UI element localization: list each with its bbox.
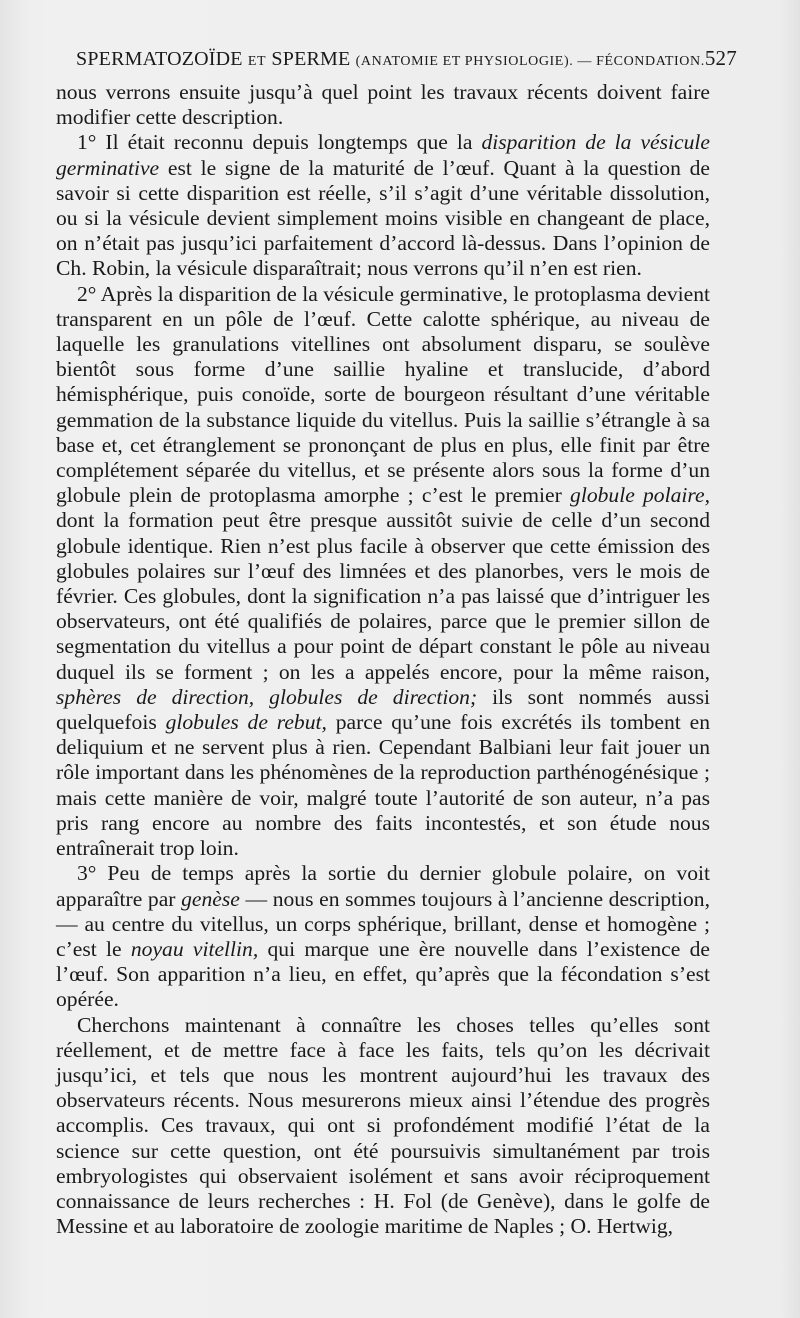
paragraph-0-text: nous verrons ensuite jusqu’à quel point les travaux récents doivent faire modifier cette description. [56,80,710,130]
paragraph-2-italic-1: globule polaire, [570,483,710,508]
paragraph-2-text-c: ils sont nommés aussi quelquefois [56,684,710,735]
body-text [56,80,710,1239]
paragraph-4-text: Cherchons maintenant à connaître les choses telles qu’elles sont réellement, et de mettre face à face les faits, tels qu’on les décrivait jusqu’ici, et tels que nous les montrent aujourd’hui les travaux des observateurs récents. Nous mesurerons mieux ainsi l’étendue des progrès accomplis. Ces travaux, qui ont si profondément modifié l’état de la science sur cette question, ont été poursuivis simultanément par trois embryologistes qui observaient isolément et sans avoir réciproquement connaissance de leurs recherches : H. Fol (de Genève), dans le golfe de Messine et au laboratoire de zoologie maritime de Naples ; O. Hertwig, [56,1012,710,1239]
page-number: 527 [704,46,737,70]
running-title [76,48,705,71]
paragraph-3-text-b: — nous en sommes toujours à l’ancienne description, — au centre du vitellus, un corps sphérique, brillant, dense et homogène ; c’est le [56,886,710,961]
paragraph-2-text-d: parce qu’une fois excrétés ils tombent en deliquium et ne servent plus à rien. Cependant Balbiani leur fait jouer un rôle important dans les phénomènes de la reproduction parthénogénésique ; mais cette manière de voir, malgré toute l’autorité de son auteur, n’a pas pris rang encore au nombre des faits incontestés, et son étude nous entraînerait trop loin. [56,710,710,861]
paragraph-2-italic-2: sphères de direction, globules de direction; [56,684,478,709]
paragraph-2 [56,282,710,862]
title-subtitle: (ANATOMIE ET PHYSIOLOGIE). — FÉCONDATION. [355,54,705,69]
paragraph-2-text-b: dont la formation peut être presque aussitôt suivie de celle d’un second globule identique. Rien n’est plus facile à observer que cette émission des globules polaires sur l’œuf des limnées et des planorbes, vers le mois de février. Ces globules, dont la signification n’a pas laissé que d’intriguer les observateurs, ont été qualifiés de polaires, parce que le premier sillon de segmentation du vitellus a pour point de départ constant le pôle au niveau duquel ils se forment ; on les a appelés encore, pour la même raison, [56,508,710,684]
paragraph-1 [56,130,710,281]
paragraph-1-text-b: est le signe de la maturité de l’œuf. Quant à la question de savoir si cette disparition est réelle, s’il s’agit d’une véritable dissolution, ou si la vésicule devient simplement moins visible en changeant de place, on n’était pas jusqu’ici parfaitement d’accord là-dessus. Dans l’opinion de Ch. Robin, la vésicule disparaîtrait; nous verrons qu’il n’en est rien. [56,155,710,281]
running-header [76,46,737,71]
paragraph-0 [56,80,710,130]
paragraph-2-italic-3: globules de rebut, [165,710,327,735]
paragraph-4 [56,1013,710,1240]
paragraph-3-italic-1: genèse [181,886,240,911]
title-spermatozoide: SPERMATOZOÏDE [76,48,243,70]
title-et: ET [247,54,267,69]
paragraph-2-text-a: 2° Après la disparition de la vésicule germinative, le protoplasma devient transparent en un pôle de l’œuf. Cette calotte sphérique, au niveau de laquelle les granulations vitellines ont absolument disparu, se soulève bientôt sous forme d’une saillie hyaline et translucide, d’abord hémisphérique, puis conoïde, sorte de bourgeon résultant d’une véritable gemmation de la substance liquide du vitellus. Puis la saillie s’étrangle à sa base et, cet étranglement se prononçant de plus en plus, elle finit par être complétement séparée du vitellus, et se présente alors sous la forme d’un globule plein de protoplasma amorphe ; c’est le premier [56,281,710,508]
paragraph-3-text-c: qui marque une ère nouvelle dans l’existence de l’œuf. Son apparition n’a lieu, en effet, qu’après que la fécondation s’est opérée. [56,936,710,1012]
paragraph-3-text-a: 3° Peu de temps après la sortie du dernier globule polaire, on voit apparaître par [56,861,710,911]
paragraph-1-italic: disparition de la vésicule germinative [56,130,710,180]
paragraph-1-text-a: 1° Il était reconnu depuis longtemps que la [77,130,482,155]
paragraph-3 [56,861,710,1012]
paragraph-3-italic-2: noyau vitellin, [130,936,259,961]
title-sperme: SPERME [271,48,351,70]
